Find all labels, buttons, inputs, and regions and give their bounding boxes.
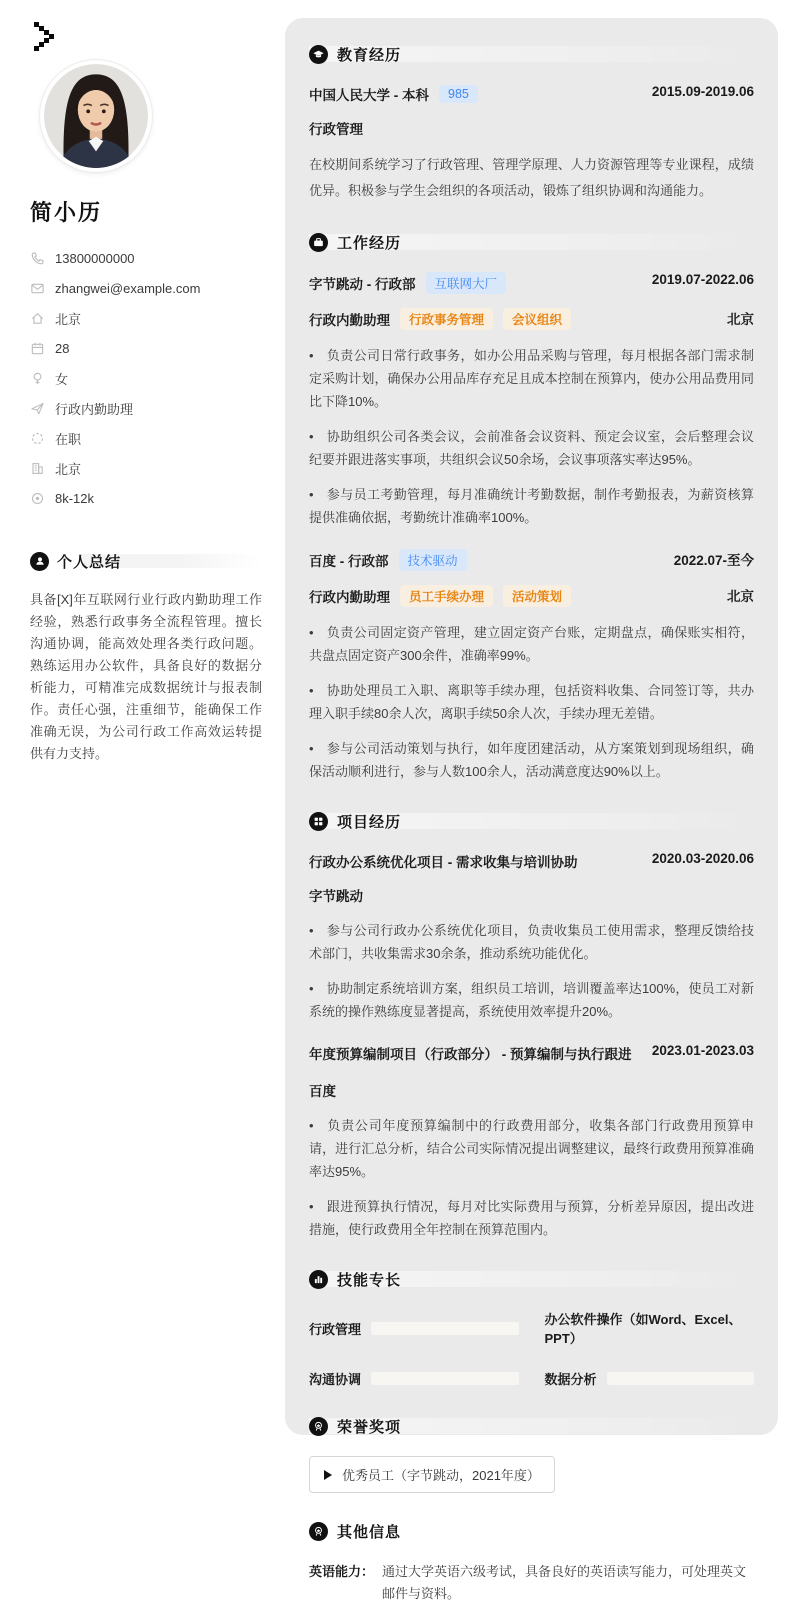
job-entry bbox=[309, 272, 754, 529]
job-bullet: • 协助处理员工入职、离职等手续办理，包括资料收集、合同签订等，共办理入职手续80余人次，离职手续50余人次，手续办理无差错。 bbox=[309, 679, 754, 725]
contact-list bbox=[30, 243, 262, 513]
other-title: 其他信息 bbox=[337, 1523, 402, 1541]
other-english-row bbox=[309, 1561, 754, 1605]
section-honors bbox=[309, 1414, 754, 1493]
project-date: 2023.01-2023.03 bbox=[651, 1043, 754, 1058]
graduation-cap-icon bbox=[309, 45, 328, 64]
other-label: 英语能力： bbox=[309, 1564, 375, 1579]
section-skills bbox=[309, 1267, 754, 1388]
phone-icon bbox=[30, 251, 45, 266]
skill-item bbox=[545, 1369, 755, 1388]
home-icon bbox=[30, 311, 45, 326]
building-icon bbox=[30, 461, 45, 476]
summary-title: 个人总结 bbox=[57, 553, 122, 571]
honors-title: 荣誉奖项 bbox=[337, 1418, 402, 1436]
honors-header bbox=[309, 1414, 754, 1438]
salary-value: 8k-12k bbox=[55, 490, 95, 506]
job-tag: 员工手续办理 bbox=[400, 585, 493, 607]
education-date: 2015.09-2019.06 bbox=[651, 84, 754, 99]
contact-phone bbox=[30, 243, 262, 273]
school-name: 中国人民大学 - 本科 bbox=[309, 88, 429, 103]
sidebar bbox=[30, 22, 262, 765]
job-role: 行政内勤助理 bbox=[309, 313, 390, 328]
mail-icon bbox=[30, 281, 45, 296]
job-role-row bbox=[309, 585, 754, 607]
contact-position bbox=[30, 393, 262, 423]
job-bullet: • 协助组织公司各类会议，会前准备会议资料、预定会议室，会后整理会议纪要并跟进落实事项，共组织会议50余场，会议事项落实率达95%。 bbox=[309, 425, 754, 471]
project-company-row bbox=[309, 885, 754, 905]
contact-salary bbox=[30, 483, 262, 513]
grid-icon bbox=[309, 812, 328, 831]
honor-item-expander[interactable] bbox=[309, 1456, 555, 1493]
send-icon bbox=[30, 401, 45, 416]
job-head bbox=[309, 549, 754, 571]
job-tag: 会议组织 bbox=[503, 308, 571, 330]
skill-item bbox=[309, 1309, 519, 1347]
project-entry bbox=[309, 851, 754, 1023]
expand-triangle-icon bbox=[324, 1470, 332, 1480]
skill-bar bbox=[371, 1372, 518, 1385]
skill-label: 行政管理 bbox=[309, 1321, 362, 1337]
contact-status bbox=[30, 423, 262, 453]
honor-text: 优秀员工（字节跳动，2021年度） bbox=[342, 1468, 540, 1483]
project-company-row bbox=[309, 1080, 754, 1100]
section-projects bbox=[309, 809, 754, 1241]
job-entry bbox=[309, 549, 754, 783]
school-badge: 985 bbox=[439, 85, 478, 103]
contact-company-city bbox=[30, 453, 262, 483]
candidate-name: 简小历 bbox=[30, 200, 103, 225]
age-value: 28 bbox=[55, 340, 70, 356]
project-bullet: • 跟进预算执行情况，每月对比实际费用与预算，分析差异原因，提出改进措施，使行政费用全年控制在预算范围内。 bbox=[309, 1195, 754, 1241]
other-header bbox=[309, 1519, 754, 1543]
phone-value: 13800000000 bbox=[55, 250, 135, 266]
email-value: zhangwei@example.com bbox=[55, 280, 201, 296]
skill-item bbox=[309, 1369, 519, 1388]
salary-icon bbox=[30, 491, 45, 506]
company-city-value: 北京 bbox=[55, 461, 82, 477]
avatar bbox=[40, 60, 152, 172]
project-bullet: • 负责公司年度预算编制中的行政费用部分，收集各部门行政费用预算申请，进行汇总分析，结合公司实际情况提出调整建议，最终行政费用预算准确率达95%。 bbox=[309, 1114, 754, 1183]
skill-label: 沟通协调 bbox=[309, 1372, 362, 1387]
job-date: 2019.07-2022.06 bbox=[651, 272, 754, 287]
job-bullet: • 负责公司日常行政事务，如办公用品采购与管理，每月根据各部门需求制定采购计划，确保办公用品库存充足且成本控制在预算内，使办公用品费用同比下降10%。 bbox=[309, 344, 754, 413]
contact-email bbox=[30, 273, 262, 303]
skill-label: 数据分析 bbox=[544, 1372, 597, 1387]
skill-label: 办公软件操作（如Word、Excel、PPT） bbox=[544, 1312, 742, 1346]
job-bullet: • 参与公司活动策划与执行，如年度团建活动，从方案策划到现场组织，确保活动顺利进行，参与人数100余人，活动满意度达90%以上。 bbox=[309, 737, 754, 783]
gender-value: 女 bbox=[55, 371, 69, 387]
person-icon bbox=[30, 552, 49, 571]
skills-grid bbox=[309, 1309, 754, 1388]
calendar-icon bbox=[30, 341, 45, 356]
company-name: 百度 - 行政部 bbox=[309, 554, 389, 569]
project-name: 年度预算编制项目（行政部分） - 预算编制与执行跟进 bbox=[309, 1047, 632, 1062]
job-head bbox=[309, 272, 754, 294]
job-bullet: • 负责公司固定资产管理，建立固定资产台账，定期盘点，确保账实相符，共盘点固定资产300余件，准确率99%。 bbox=[309, 621, 754, 667]
other-text: 通过大学英语六级考试，具备良好的英语读写能力，可处理英文邮件与资料。 bbox=[382, 1564, 747, 1601]
contact-age bbox=[30, 333, 262, 363]
company-badge: 技术驱动 bbox=[399, 549, 467, 571]
briefcase-icon bbox=[309, 233, 328, 252]
job-bullet: • 参与员工考勤管理，每月准确统计考勤数据，制作考勤报表，为薪资核算提供准确依据，考勤统计准确率100%。 bbox=[309, 483, 754, 529]
medal-icon bbox=[309, 1417, 328, 1436]
project-bullet: • 协助制定系统培训方案，组织员工培训，培训覆盖率达100%，使员工对新系统的操作熟练度显著提高，系统使用效率提升20%。 bbox=[309, 977, 754, 1023]
job-role: 行政内勤助理 bbox=[309, 590, 390, 605]
skill-bar bbox=[371, 1322, 518, 1335]
contact-gender bbox=[30, 363, 262, 393]
projects-header bbox=[309, 809, 754, 833]
work-title: 工作经历 bbox=[337, 234, 402, 252]
job-location: 北京 bbox=[727, 589, 754, 604]
city-value: 北京 bbox=[55, 311, 82, 327]
projects-title: 项目经历 bbox=[337, 813, 402, 831]
education-major-row bbox=[309, 118, 754, 138]
education-header bbox=[309, 42, 754, 66]
job-tag: 行政事务管理 bbox=[400, 308, 493, 330]
resume-main-panel bbox=[285, 18, 778, 1601]
section-other bbox=[309, 1519, 754, 1605]
job-tag: 活动策划 bbox=[503, 585, 571, 607]
project-head bbox=[309, 851, 754, 871]
medal-icon bbox=[309, 1522, 328, 1541]
skill-bar bbox=[607, 1372, 754, 1385]
section-work bbox=[309, 230, 754, 783]
project-bullet: • 参与公司行政办公系统优化项目，负责收集员工使用需求，整理反馈给技术部门，共收集需求30余条，推动系统功能优化。 bbox=[309, 919, 754, 965]
position-value: 行政内勤助理 bbox=[55, 401, 134, 417]
skills-title: 技能专长 bbox=[337, 1271, 402, 1289]
company-name: 字节跳动 - 行政部 bbox=[309, 277, 416, 292]
skills-header bbox=[309, 1267, 754, 1291]
summary-text: 具备[X]年互联网行业行政内勤助理工作经验，熟悉行政事务全流程管理。擅长沟通协调，能高效处理各类行政问题。熟练运用办公软件，具备良好的数据分析能力，可精准完成数据统计与报表制作。责任心强，注重细节，能确保工作准确无误，为公司行政工作高效运转提供有力支持。 bbox=[30, 592, 262, 761]
education-entry-head bbox=[309, 84, 754, 104]
major: 行政管理 bbox=[309, 122, 363, 137]
job-role-row bbox=[309, 308, 754, 330]
status-value: 在职 bbox=[55, 431, 82, 447]
gender-icon bbox=[30, 371, 45, 386]
project-head bbox=[309, 1043, 754, 1066]
bar-chart-icon bbox=[309, 1270, 328, 1289]
status-icon bbox=[30, 431, 45, 446]
contact-city bbox=[30, 303, 262, 333]
skill-item bbox=[545, 1309, 755, 1347]
education-desc: 在校期间系统学习了行政管理、管理学原理、人力资源管理等专业课程，成绩优异。积极参与学生会组织的各项活动，锻炼了组织协调和沟通能力。 bbox=[309, 157, 754, 198]
education-title: 教育经历 bbox=[337, 46, 402, 64]
profile-photo bbox=[44, 64, 148, 168]
project-name: 行政办公系统优化项目 - 需求收集与培训协助 bbox=[309, 855, 578, 870]
summary-header bbox=[30, 549, 262, 573]
job-date: 2022.07-至今 bbox=[673, 553, 754, 568]
project-entry bbox=[309, 1043, 754, 1241]
job-location: 北京 bbox=[727, 312, 754, 327]
project-company: 字节跳动 bbox=[309, 889, 363, 904]
brand-pixel-arrow-icon bbox=[32, 22, 58, 52]
company-badge: 互联网大厂 bbox=[426, 272, 507, 294]
work-header bbox=[309, 230, 754, 254]
project-date: 2020.03-2020.06 bbox=[651, 851, 754, 866]
project-company: 百度 bbox=[309, 1084, 336, 1099]
section-education bbox=[309, 42, 754, 204]
